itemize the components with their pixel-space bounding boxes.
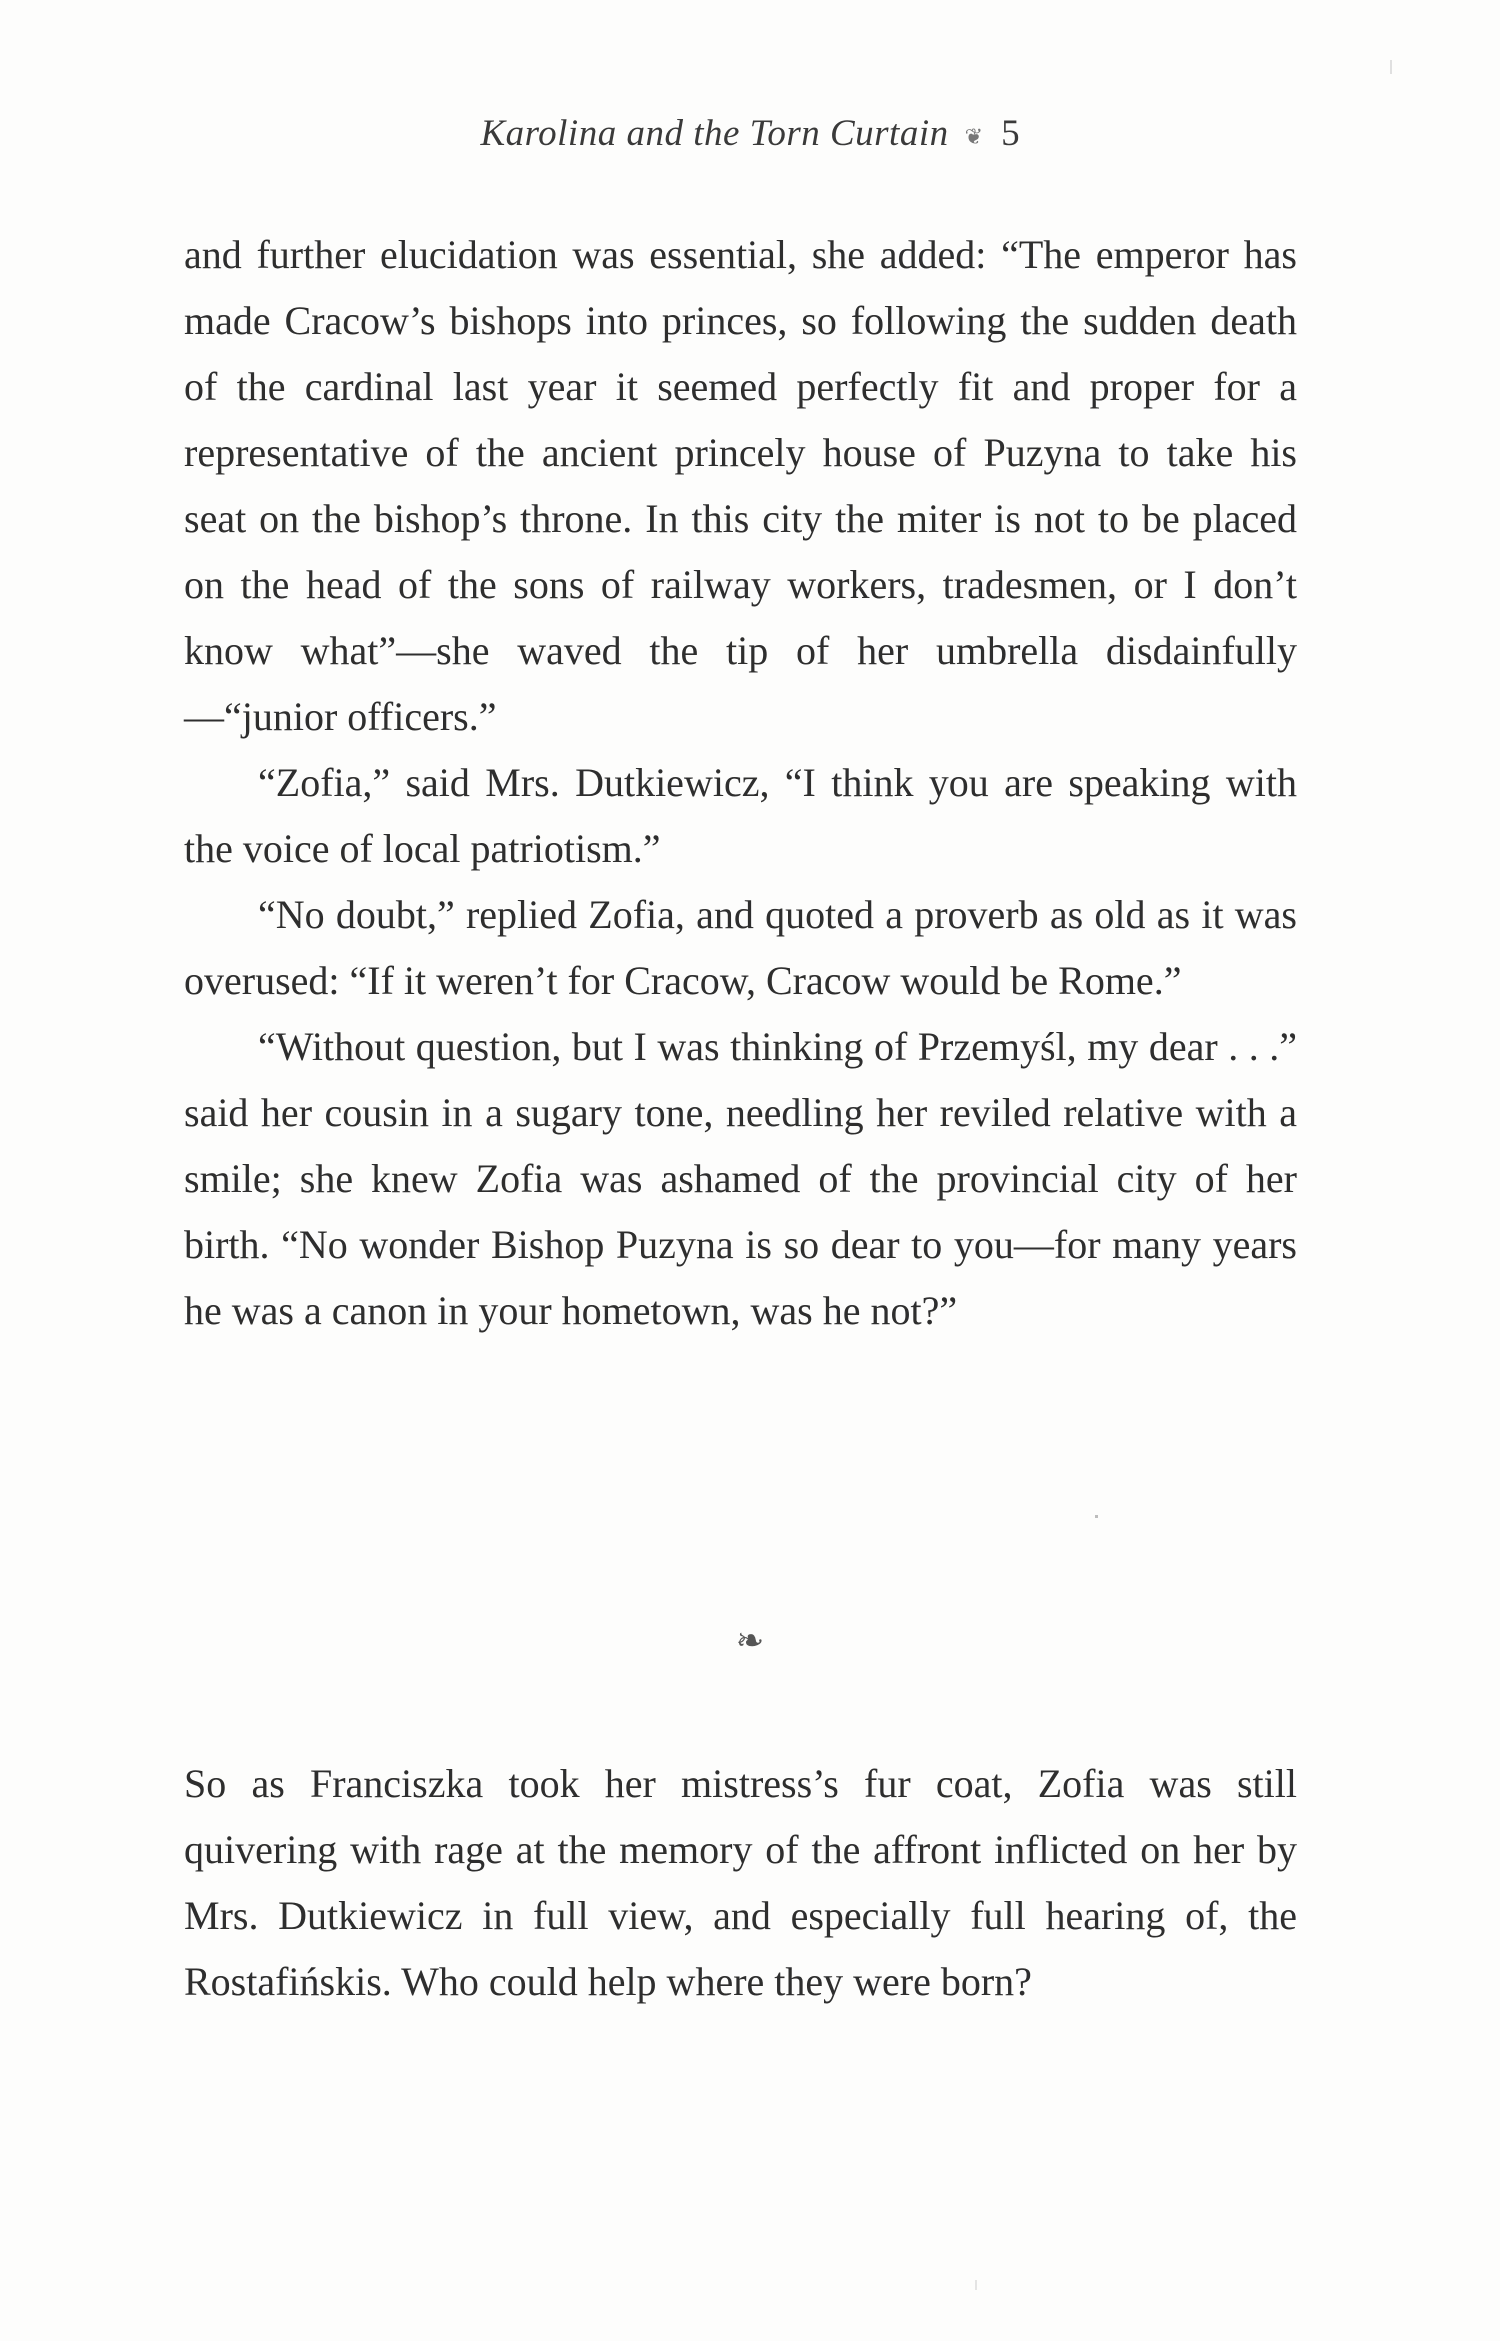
scan-speck bbox=[1095, 1515, 1098, 1518]
text-section-2 bbox=[184, 1751, 1297, 2015]
page-number: 5 bbox=[1001, 113, 1020, 154]
paragraph: “Zofia,” said Mrs. Dutkiewicz, “I think you are speaking with the voice of local patriotism.” bbox=[184, 760, 1297, 871]
scan-speck bbox=[1390, 60, 1392, 74]
paragraph: “Without question, but I was thinking of Przemyśl, my dear . . .” said her cousin in a sugary tone, needling her reviled relative with a smile; she knew Zofia was ashamed of the provincial city of her birth. “No wonder Bishop Puzyna is so dear to you—for many years he was a canon in your hometown, was he not?” bbox=[184, 1024, 1297, 1333]
section-break-ornament-icon: ❧ bbox=[735, 1623, 765, 1660]
paragraph-continued: and further elucidation was essential, she added: “The emperor has made Cracow’s bishops into princes, so following the sudden death of the cardinal last year it seemed perfectly fit and proper for a representative of the ancient princely house of Puzyna to take his seat on the bishop’s throne. In this city the miter is not to be placed on the head of the sons of railway workers, tradesmen, or I don’t know what”—she waved the tip of her umbrella disdainfully—“junior officers.” bbox=[184, 232, 1297, 739]
running-head bbox=[0, 108, 1500, 163]
text-section-1 bbox=[184, 222, 1297, 1344]
scan-speck bbox=[975, 2280, 977, 2290]
running-head-title: Karolina and the Torn Curtain bbox=[480, 113, 949, 154]
paragraph: “No doubt,” replied Zofia, and quoted a proverb as old as it was overused: “If it weren’t for Cracow, Cracow would be Rome.” bbox=[184, 892, 1297, 1003]
running-head-ornament-icon: ❦ bbox=[964, 123, 984, 149]
paragraph: So as Franciszka took her mistress’s fur coat, Zofia was still quivering with rage at the memory of the affront inflicted on her by Mrs. Dutkiewicz in full view, and especially full hearing of, the Rostafińskis. Who could help where they were born? bbox=[184, 1761, 1297, 2004]
